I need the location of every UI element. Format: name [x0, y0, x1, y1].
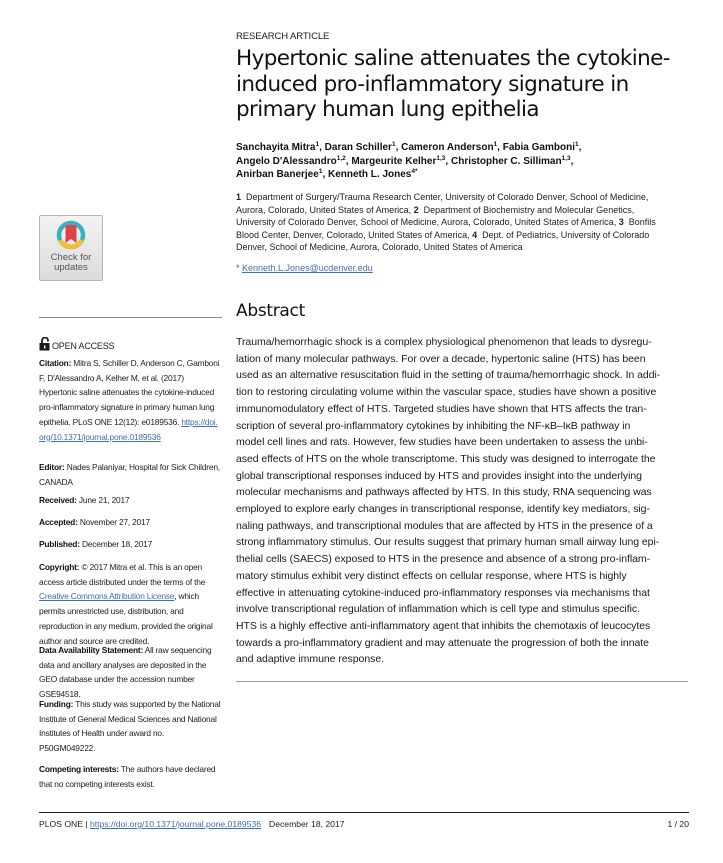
author-affiliation-marker: 1,2 [336, 154, 346, 162]
affiliation-line [236, 216, 716, 229]
published-date [39, 537, 225, 552]
author-affiliation-marker: 1 [574, 141, 579, 148]
page-number: 1 / 20 [667, 819, 689, 829]
affiliation-number: 1 [236, 192, 242, 202]
editor-text: Nades Palaniyar, Hospital for Sick Children, [64, 462, 220, 472]
affiliation-text: Department of Surgery/Trauma Research Center, University of Colorado Denver, School of Medicine, [241, 192, 649, 202]
author-separator: , [445, 155, 451, 167]
author-separator: , [570, 155, 574, 167]
received-label: Received: [39, 495, 77, 505]
citation-text: Hypertonic saline attenuates the cytokine-induced [39, 387, 215, 398]
article-title [236, 46, 706, 123]
check-for-updates-badge[interactable] [39, 215, 103, 281]
citation-text: Mitra S, Schiller D, Anderson C, Gamboni [71, 358, 220, 368]
badge-line: updates [54, 262, 88, 273]
author-separator: , [578, 142, 582, 153]
abstract-line: model cell lines and rats. However, few studies have been undertaken to assess the unbi- [236, 436, 648, 449]
open-access-text: OPEN ACCESS [52, 341, 115, 351]
editor-label: Editor: [39, 462, 65, 472]
copyright-text: permits unrestricted use, distribution, and [39, 606, 184, 617]
affiliation-text: University of Colorado Denver, School of Medicine, Aurora, Colorado, United States of America, [236, 217, 619, 228]
author-name[interactable]: Margeurite Kelher [351, 155, 437, 167]
footer-date: December 18, 2017 [269, 819, 345, 829]
author-affiliation-marker: 4* [411, 168, 418, 176]
affiliation-line [236, 229, 716, 242]
citation-doi-link[interactable]: https://doi. [181, 416, 218, 427]
abstract-line: molecular mechanisms and pathways affected by HTS. In this study, RNA sequencing was [236, 486, 652, 499]
citation-text: pro-inflammatory signature in primary human lung [39, 402, 215, 413]
author-name[interactable]: Daran Schiller [324, 142, 392, 153]
accepted-date [39, 515, 225, 530]
funding-text: This study was supported by the National [73, 699, 221, 709]
abstract-line: thelial cells (SAECS) exposed to HTS in the presence and absence of a strong pro-inflam- [236, 553, 651, 566]
title-line: induced pro-inflammatory signature in [236, 71, 629, 97]
abstract-line: scription of several pro-inflammatory cytokines by inhibiting the NF-κB–IκB pathway in [236, 419, 631, 432]
received-date [39, 493, 225, 508]
author-name[interactable]: Kenneth L. Jones [328, 169, 412, 181]
citation-block [39, 356, 225, 444]
title-line: primary human lung epithelia [236, 97, 539, 122]
data-availability-block [39, 643, 225, 702]
author-line [236, 155, 716, 169]
author-affiliation-marker: 1 [315, 141, 320, 148]
published-value: December 18, 2017 [79, 539, 153, 549]
accepted-value: November 27, 2017 [77, 517, 150, 527]
abstract-line: towards a pro-inflammatory gradient and may attenuate the progression of both the innate [236, 636, 649, 649]
affiliation-text: Denver, School of Medicine, Aurora, Colorado, United States of America [236, 242, 523, 253]
abstract-line: involve transcriptional regulation of inflammation which is cell type and stimulus specific. [236, 603, 640, 616]
funding-label: Funding: [39, 699, 74, 709]
abstract-line: lation of many molecular pathways. For over a decade, hypertonic saline (HTS) has been [236, 352, 646, 365]
abstract-heading: Abstract [236, 301, 305, 321]
citation-doi-link[interactable]: org/10.1371/journal.pone.0189536 [39, 431, 161, 442]
article-type-label: RESEARCH ARTICLE [236, 31, 330, 42]
sidebar-divider [39, 317, 222, 318]
abstract-line: global transcriptional responses induced by HTS and provides insight into the underlying [236, 469, 642, 482]
affiliation-number: 4 [472, 229, 478, 240]
copyright-text: reproduction in any medium, provided the original [39, 620, 213, 631]
funding-text: P50GM049222. [39, 743, 96, 754]
abstract-divider [236, 681, 688, 682]
competing-interests-label: Competing interests: [39, 764, 119, 774]
abstract-line: effective in attenuating cytokine-induced pro-inflammatory responses via mechanisms that [236, 586, 650, 599]
abstract-line: used as an alternative resuscitation fluid in the setting of trauma/hemorrhagic shock. In addi- [236, 369, 661, 382]
affiliation-line [236, 191, 716, 204]
data-availability-label: Data Availability Statement: [39, 645, 144, 655]
competing-interests-text: The authors have declared [118, 764, 216, 774]
copyright-text: © 2017 Mitra et al. This is an open [79, 562, 202, 572]
affiliation-line [236, 241, 716, 254]
author-line [236, 168, 716, 182]
abstract-line: strong inflammatory stimulus. Our results suggest that primary human small airway lung epi- [236, 536, 660, 549]
asterisk-marker: * [236, 263, 243, 273]
competing-interests-text: that no competing interests exist. [39, 778, 155, 789]
affiliations [236, 191, 716, 254]
abstract-line: Trauma/hemorrhagic shock is a complex physiological phenomenon that leads to dysregu- [236, 336, 652, 348]
author-affiliation-marker: 1,3 [436, 154, 446, 162]
author-separator: , [497, 142, 503, 153]
author-name[interactable]: Fabia Gamboni [502, 142, 575, 153]
author-name[interactable]: Anirban Banerjee [236, 169, 319, 181]
citation-label: Citation: [39, 358, 72, 368]
citation-text: epithelia. PLoS ONE 12(12): e0189536. [39, 416, 182, 427]
author-name[interactable]: Cameron Anderson [401, 142, 494, 153]
abstract-body [236, 334, 716, 668]
editor-text: CANADA [39, 476, 73, 487]
data-availability-text: GSE94518. [39, 689, 81, 700]
data-availability-text: GEO database under the accession number [39, 674, 195, 685]
affiliation-number: 2 [413, 204, 419, 215]
abstract-line: HTS is a highly effective anti-inflammatory agent that inhibits the chemotaxis of leucocytes [236, 619, 651, 632]
author-affiliation-marker: 1 [318, 168, 323, 176]
check-updates-icon [56, 220, 86, 252]
affiliation-text: Department of Biochemistry and Molecular Genetics, [418, 204, 635, 215]
affiliation-number: 3 [618, 217, 624, 228]
abstract-line: tion to restoring circulating volume within the vascular space, studies have shown a positive [236, 386, 657, 399]
data-availability-text: data and ancillary analyses are deposited in the [39, 659, 207, 670]
unlocked-padlock-icon [39, 337, 51, 351]
title-line: Hypertonic saline attenuates the cytokine- [236, 46, 670, 71]
corresponding-author [236, 263, 373, 273]
received-value: June 21, 2017 [76, 495, 130, 505]
author-name[interactable]: Angelo D'Alessandro [236, 155, 337, 167]
author-separator: , [319, 142, 325, 153]
corresponding-email-link[interactable]: Kenneth.L.Jones@ucdenver.edu [242, 263, 373, 273]
author-separator: , [395, 142, 402, 153]
author-list [236, 141, 716, 182]
published-label: Published: [39, 539, 80, 549]
copyright-text: access article distributed under the terms of the [39, 576, 206, 587]
funding-text: Institute of General Medical Sciences and National [39, 713, 217, 724]
footer-doi-link[interactable]: https://doi.org/10.1371/journal.pone.0189536 [89, 819, 262, 829]
author-separator: , [345, 155, 352, 167]
author-affiliation-marker: 1 [493, 141, 498, 148]
affiliation-text: Dept. of Pediatrics, University of Colorado [477, 229, 650, 240]
funding-block [39, 697, 225, 756]
competing-interests-block [39, 762, 225, 791]
accepted-label: Accepted: [39, 517, 78, 527]
check-updates-label [40, 253, 102, 273]
abstract-line: matory stimulus exhibit very distinct effects on cellular response, where HTS is highly [236, 569, 627, 582]
data-availability-text: All raw sequencing [143, 645, 212, 655]
license-link[interactable]: Creative Commons Attribution License [39, 591, 175, 602]
affiliation-line [236, 204, 716, 217]
affiliation-text: Bonfils [623, 217, 656, 228]
footer-journal: PLOS ONE | [39, 819, 90, 829]
author-name[interactable]: Christopher C. Silliman [450, 155, 562, 167]
copyright-label: Copyright: [39, 562, 80, 572]
badge-line: Check for [50, 252, 92, 263]
abstract-line: immunomodulatory effect of HTS. Targeted studies have shown that HTS affects the tran- [236, 402, 647, 415]
copyright-block [39, 560, 225, 648]
author-line [236, 141, 716, 155]
funding-text: Institutes of Health under award no. [39, 728, 165, 739]
affiliation-text: Aurora, Colorado, United States of America, [236, 204, 414, 215]
footer-divider [39, 812, 689, 813]
affiliation-text: Blood Center, Denver, Colorado, United States of America, [236, 229, 473, 240]
author-name[interactable]: Sanchayita Mitra [236, 142, 316, 153]
copyright-text: author and source are credited. [39, 635, 150, 646]
abstract-line: employed to explore early changes in transcriptional response, identify key mediators, sig- [236, 503, 650, 516]
author-affiliation-marker: 1 [391, 141, 396, 148]
author-separator: , [322, 169, 328, 181]
editor-block [39, 460, 225, 489]
page-footer [39, 819, 689, 829]
copyright-text: , which [174, 591, 199, 602]
abstract-line: and adaptive immune response. [236, 653, 384, 666]
author-affiliation-marker: 1,3 [561, 154, 571, 162]
abstract-line: naling pathways, and transcriptional modules that are affected by HTS in the presence of a [236, 519, 653, 532]
citation-text: F, D'Alessandro A, Kelher M, et al. (2017) [39, 372, 184, 383]
abstract-line: ased effects of HTS on the whole transcriptome. This study was designed to interrogate the [236, 452, 656, 465]
